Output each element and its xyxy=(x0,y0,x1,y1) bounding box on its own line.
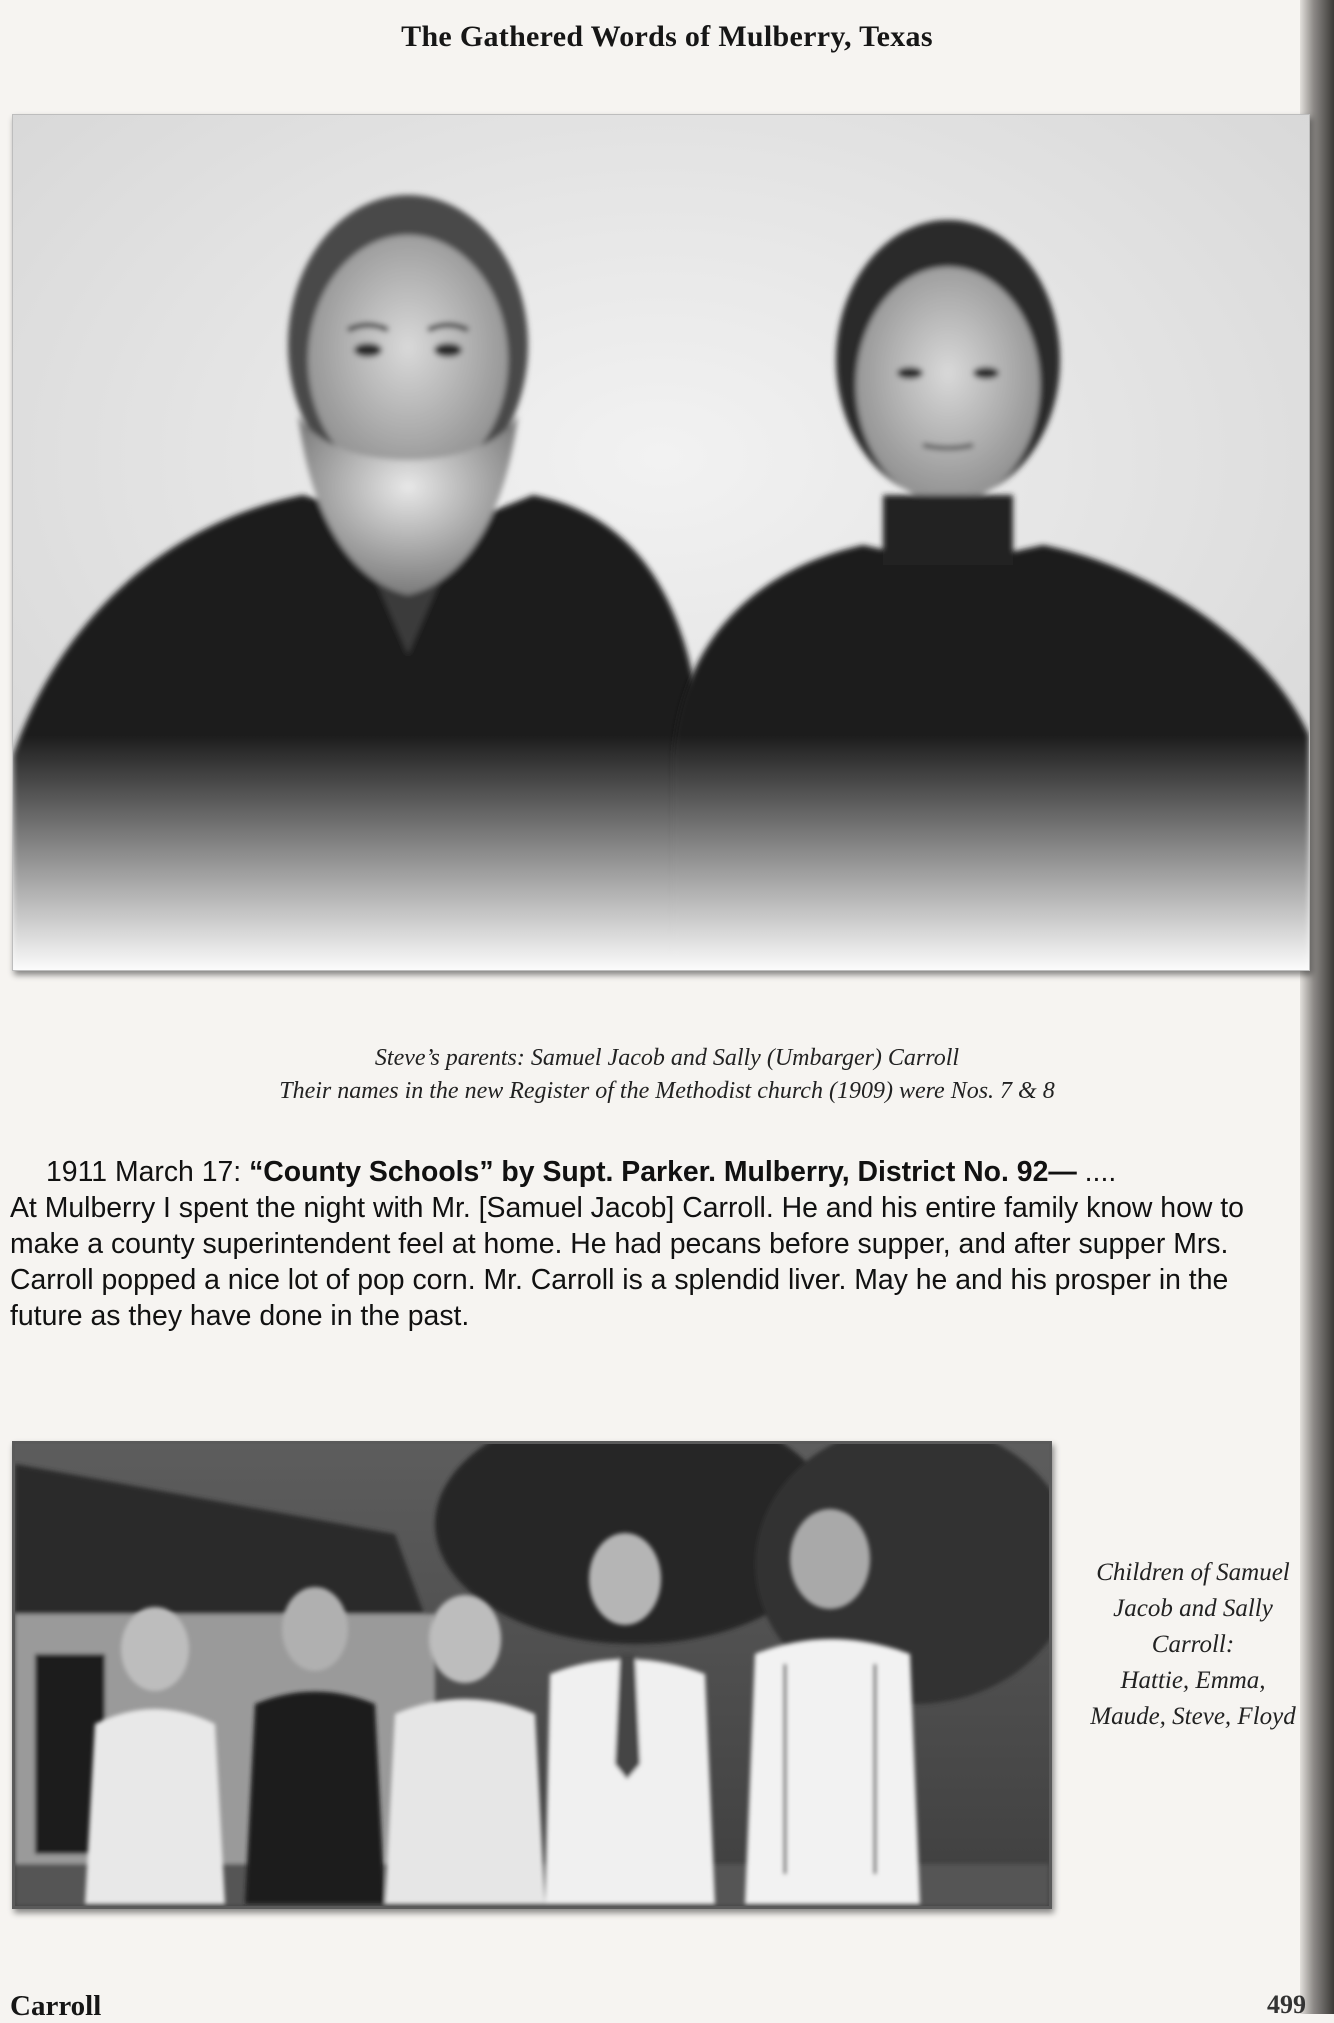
running-footer-section: Carroll xyxy=(10,1990,102,2022)
excerpt-body: At Mulberry I spent the night with Mr. [Samuel Jacob] Carroll. He and his entire family know how to make a county superintendent feel at home. He had pecans before supper, and after supper Mrs. Carroll popped a nice lot of pop corn. Mr. Carroll is a splendid liver. May he and his prosper in the future as they have done in the past. xyxy=(10,1192,1244,1332)
page-number: 499 xyxy=(1267,1990,1306,2019)
newspaper-excerpt xyxy=(10,1154,1300,1334)
parents-caption-line-2: Their names in the new Register of the Methodist church (1909) were Nos. 7 & 8 xyxy=(279,1078,1055,1104)
children-caption-line-1: Children of Samuel xyxy=(1096,1559,1290,1586)
children-caption-line-4: Hattie, Emma, xyxy=(1120,1667,1266,1694)
parents-caption-line-1: Steve’s parents: Samuel Jacob and Sally (Umbarger) Carroll xyxy=(374,1045,960,1071)
children-caption-line-3: Carroll: xyxy=(1151,1631,1235,1658)
excerpt-lead xyxy=(10,1154,1300,1190)
excerpt-ellipsis: .... xyxy=(1076,1156,1117,1188)
parents-portrait-photo xyxy=(12,114,1310,971)
children-caption-line-2: Jacob and Sally xyxy=(1113,1595,1273,1622)
running-header-title: The Gathered Words of Mulberry, Texas xyxy=(401,20,933,53)
parents-photo-caption xyxy=(0,1042,1334,1108)
excerpt-title: “County Schools” by Supt. Parker. Mulberry, District No. 92— xyxy=(249,1156,1077,1188)
children-photo-caption xyxy=(1068,1555,1318,1735)
children-caption-line-5: Maude, Steve, Floyd xyxy=(1090,1703,1296,1730)
excerpt-date: 1911 March 17: xyxy=(46,1156,250,1188)
children-group-photo xyxy=(12,1441,1052,1909)
